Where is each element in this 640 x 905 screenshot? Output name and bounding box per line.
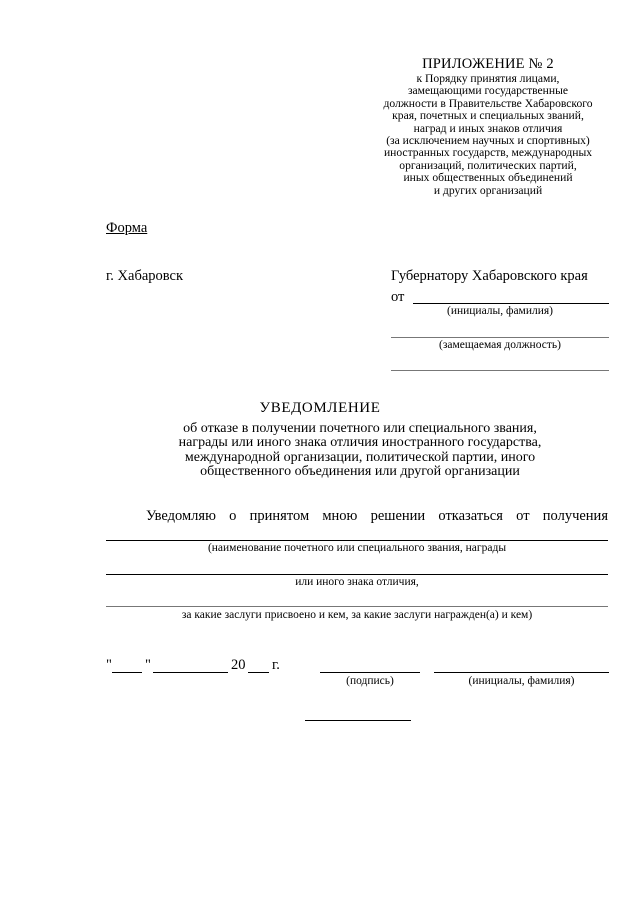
- appendix-line: иностранных государств, международных: [383, 146, 593, 160]
- notice-subtitle-line: награды или иного знака отличия иностранного государства,: [178, 435, 542, 451]
- award-merit-caption: за какие заслуги присвоено и кем, за какие заслуги награжден(а) и кем): [181, 609, 533, 621]
- from-name-line[interactable]: [413, 303, 609, 304]
- appendix-line: (за исключением научных и спортивных): [386, 134, 590, 148]
- appendix-line: должности в Правительстве Хабаровского: [383, 96, 593, 110]
- city-label: г. Хабаровск: [106, 268, 184, 284]
- position-caption: (замещаемая должность): [439, 339, 561, 351]
- date-quote-open: ": [106, 657, 112, 673]
- award-name-caption: (наименование почетного или специального звания, награды: [207, 542, 507, 554]
- appendix-line: замещающими государственные: [407, 84, 569, 98]
- date-year-line[interactable]: [248, 672, 269, 673]
- notice-subtitle-line: об отказе в получении почетного или специального звания,: [183, 421, 537, 436]
- appendix-header: [368, 56, 608, 197]
- initials-caption: (инициалы, фамилия): [446, 305, 554, 317]
- appendix-line: наград и иных знаков отличия: [413, 121, 563, 135]
- appendix-line: к Порядку принятия лицами,: [416, 72, 560, 85]
- signer-name-line[interactable]: [434, 672, 609, 673]
- closing-separator: [305, 720, 411, 721]
- appendix-title: ПРИЛОЖЕНИЕ № 2: [422, 56, 554, 72]
- position-line[interactable]: [391, 337, 609, 338]
- appendix-line: и других организаций: [433, 183, 543, 197]
- date-day-line[interactable]: [112, 672, 142, 673]
- notice-title: УВЕДОМЛЕНИЕ: [259, 400, 381, 416]
- appendix-line: организаций, политических партий,: [399, 158, 577, 172]
- date-quote-close: ": [145, 657, 151, 673]
- addressee-title: Губернатору Хабаровского края: [391, 268, 588, 284]
- award-type-line[interactable]: [106, 574, 608, 575]
- notice-subtitle-line: международной организации, политической партии, иного: [184, 449, 536, 465]
- notice-body: Уведомляю о принятом мною решении отказаться от получения: [146, 508, 608, 524]
- from-label: от: [391, 289, 405, 305]
- signature-line[interactable]: [320, 672, 420, 673]
- award-name-line[interactable]: [106, 540, 608, 541]
- position-line-2[interactable]: [391, 370, 609, 371]
- signer-name-caption: (инициалы, фамилия): [468, 675, 575, 687]
- signature-caption: (подпись): [346, 675, 394, 687]
- date-month-line[interactable]: [153, 672, 228, 673]
- date-year-suffix: г.: [272, 657, 280, 673]
- award-type-caption: или иного знака отличия,: [295, 576, 419, 588]
- notice-subtitle: [120, 422, 600, 480]
- form-label: Форма: [106, 220, 148, 236]
- award-merit-line[interactable]: [106, 606, 608, 607]
- appendix-line: края, почетных и специальных званий,: [392, 109, 584, 123]
- appendix-line: иных общественных объединений: [403, 171, 573, 185]
- notice-subtitle-line: общественного объединения или другой организации: [200, 464, 520, 480]
- date-year-prefix: 20: [231, 657, 246, 673]
